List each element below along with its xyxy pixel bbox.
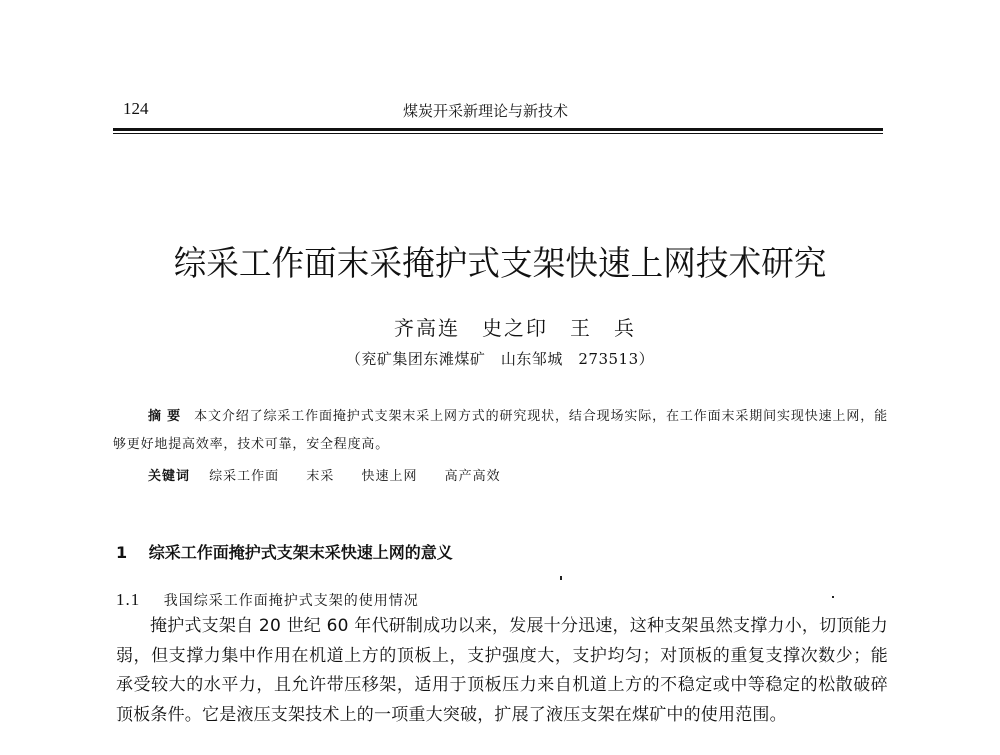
page-number: 124 [123,99,149,118]
body-paragraph: 掩护式支架自 20 世纪 60 年代研制成功以来，发展十分迅速，这种支架虽然支撑力小，切顶能力弱，但支撑力集中作用在机道上方的顶板上，支护强度大，支护均匀；对顶板的重复支撑次数少；能承受较大的水平力，且允许带压移架，适用于顶板压力来自机道上方的不稳定或中等稳定的松散破碎顶板条件。它是液压支架技术上的一项重大突破，扩展了液压支架在煤矿中的使用范围。 [116,616,888,725]
scan-speck [832,596,834,598]
abstract-text: 本文介绍了综采工作面掩护式支架末采上网方式的研究现状，结合现场实际，在工作面末采期间实现快速上网，能够更好地提高效率，技术可靠，安全程度高。 [113,409,888,452]
abstract [113,403,888,459]
subsection-title: 我国综采工作面掩护式支架的使用情况 [163,593,419,609]
keyword-item: 快速上网 [361,469,418,484]
section-heading [116,540,453,563]
keyword-item: 末采 [306,469,335,484]
keyword-item: 综采工作面 [209,469,280,484]
scan-speck [560,576,562,580]
subsection-number: 1.1 [116,590,141,609]
section-title: 综采工作面掩护式支架末采快速上网的意义 [148,543,453,562]
page-header [113,99,883,129]
keyword-item: 高产高效 [444,469,501,484]
author-affiliation: （兖矿集团东滩煤矿 山东邹城 273513） [345,350,655,368]
paper-title: 综采工作面末采掩护式支架快速上网技术研究 [173,244,827,284]
keywords-label: 关键词 [148,469,191,484]
abstract-label: 摘要 [148,409,187,424]
subsection-heading [116,590,419,610]
keywords [148,465,523,484]
author-list: 齐高连 史之印 王 兵 [394,316,636,340]
section-number: 1 [116,543,128,562]
header-rule [113,128,883,131]
header-rule-thin [113,133,883,134]
running-title: 煤炭开采新理论与新技术 [403,102,569,120]
